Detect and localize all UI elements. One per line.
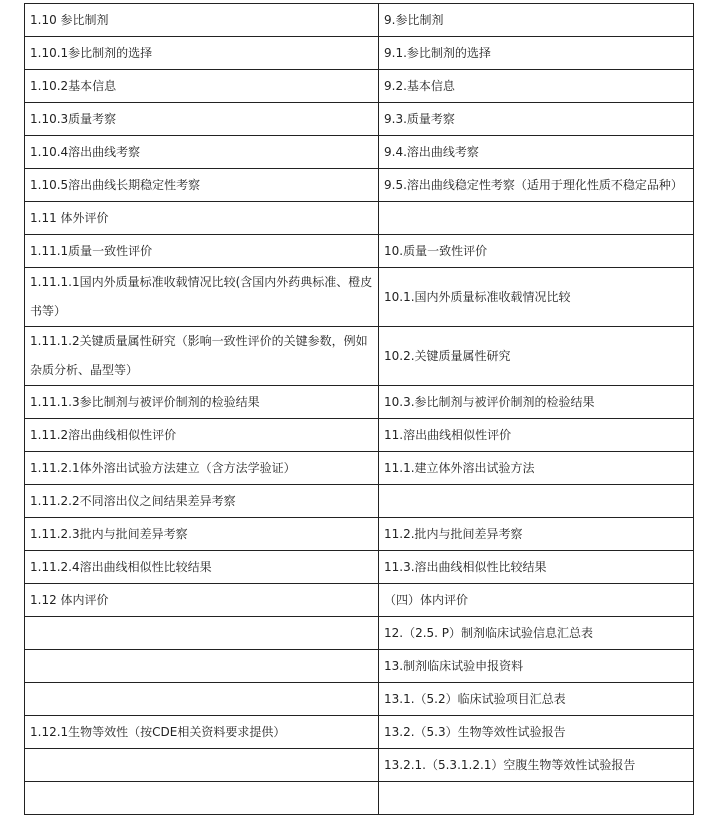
cell-left: 1.10 参比制剂: [25, 4, 379, 37]
cell-left: 1.11.1.1国内外质量标准收载情况比较(含国内外药典标准、橙皮书等）: [25, 268, 379, 327]
cell-left: 1.10.4溶出曲线考察: [25, 136, 379, 169]
cell-left: 1.10.3质量考察: [25, 103, 379, 136]
cell-left: 1.12.1生物等效性（按CDE相关资料要求提供）: [25, 716, 379, 749]
table-row: [25, 169, 694, 202]
cell-right: （四）体内评价: [379, 584, 694, 617]
cell-left: 1.11.2.3批内与批间差异考察: [25, 518, 379, 551]
cell-left: 1.11.1质量一致性评价: [25, 235, 379, 268]
cell-left: 1.10.1参比制剂的选择: [25, 37, 379, 70]
table-row: [25, 716, 694, 749]
cell-right: 9.3.质量考察: [379, 103, 694, 136]
cell-left: 1.11 体外评价: [25, 202, 379, 235]
cell-right: 13.2.1.（5.3.1.2.1）空腹生物等效性试验报告: [379, 749, 694, 782]
table-row: [25, 202, 694, 235]
table-row: [25, 452, 694, 485]
table-row: [25, 782, 694, 815]
table-row: [25, 584, 694, 617]
table-row: [25, 518, 694, 551]
cell-right: 9.4.溶出曲线考察: [379, 136, 694, 169]
cell-left: 1.11.1.2关键质量属性研究（影响一致性评价的关键参数，例如杂质分析、晶型等）: [25, 327, 379, 386]
table-row: [25, 70, 694, 103]
cell-left: 1.11.2.1体外溶出试验方法建立（含方法学验证）: [25, 452, 379, 485]
cell-right: 11.溶出曲线相似性评价: [379, 419, 694, 452]
cell-right: [379, 485, 694, 518]
table-row: [25, 386, 694, 419]
cell-left: [25, 782, 379, 815]
cell-left: [25, 749, 379, 782]
cell-left: 1.11.2.4溶出曲线相似性比较结果: [25, 551, 379, 584]
cell-right: 10.1.国内外质量标准收载情况比较: [379, 268, 694, 327]
table-row: [25, 650, 694, 683]
cell-right: [379, 782, 694, 815]
cell-left: 1.12 体内评价: [25, 584, 379, 617]
cell-right: 10.2.关键质量属性研究: [379, 327, 694, 386]
cell-left: [25, 617, 379, 650]
cell-left: [25, 650, 379, 683]
cell-right: 13.1.（5.2）临床试验项目汇总表: [379, 683, 694, 716]
cell-right: 12.（2.5. P）制剂临床试验信息汇总表: [379, 617, 694, 650]
table-row: [25, 485, 694, 518]
table-row: [25, 749, 694, 782]
cell-left: 1.10.5溶出曲线长期稳定性考察: [25, 169, 379, 202]
table-row: [25, 419, 694, 452]
cell-right: [379, 202, 694, 235]
cell-right: 13.制剂临床试验申报资料: [379, 650, 694, 683]
table-row: [25, 551, 694, 584]
cell-right: 9.2.基本信息: [379, 70, 694, 103]
cell-right: 11.2.批内与批间差异考察: [379, 518, 694, 551]
cell-left: 1.11.2.2不同溶出仪之间结果差异考察: [25, 485, 379, 518]
table-row: [25, 136, 694, 169]
cell-left: 1.11.1.3参比制剂与被评价制剂的检验结果: [25, 386, 379, 419]
cell-left: [25, 683, 379, 716]
cell-right: 13.2.（5.3）生物等效性试验报告: [379, 716, 694, 749]
cell-right: 11.3.溶出曲线相似性比较结果: [379, 551, 694, 584]
cell-left: 1.11.2溶出曲线相似性评价: [25, 419, 379, 452]
cell-left: 1.10.2基本信息: [25, 70, 379, 103]
cell-right: 9.5.溶出曲线稳定性考察（适用于理化性质不稳定品种）: [379, 169, 694, 202]
table-row: [25, 4, 694, 37]
comparison-table: [24, 3, 694, 815]
cell-right: 9.参比制剂: [379, 4, 694, 37]
table-row: [25, 268, 694, 327]
table-row: [25, 235, 694, 268]
table-row: [25, 327, 694, 386]
table-row: [25, 617, 694, 650]
cell-right: 11.1.建立体外溶出试验方法: [379, 452, 694, 485]
table-row: [25, 683, 694, 716]
table-row: [25, 37, 694, 70]
cell-right: 9.1.参比制剂的选择: [379, 37, 694, 70]
cell-right: 10.3.参比制剂与被评价制剂的检验结果: [379, 386, 694, 419]
table-row: [25, 103, 694, 136]
cell-right: 10.质量一致性评价: [379, 235, 694, 268]
